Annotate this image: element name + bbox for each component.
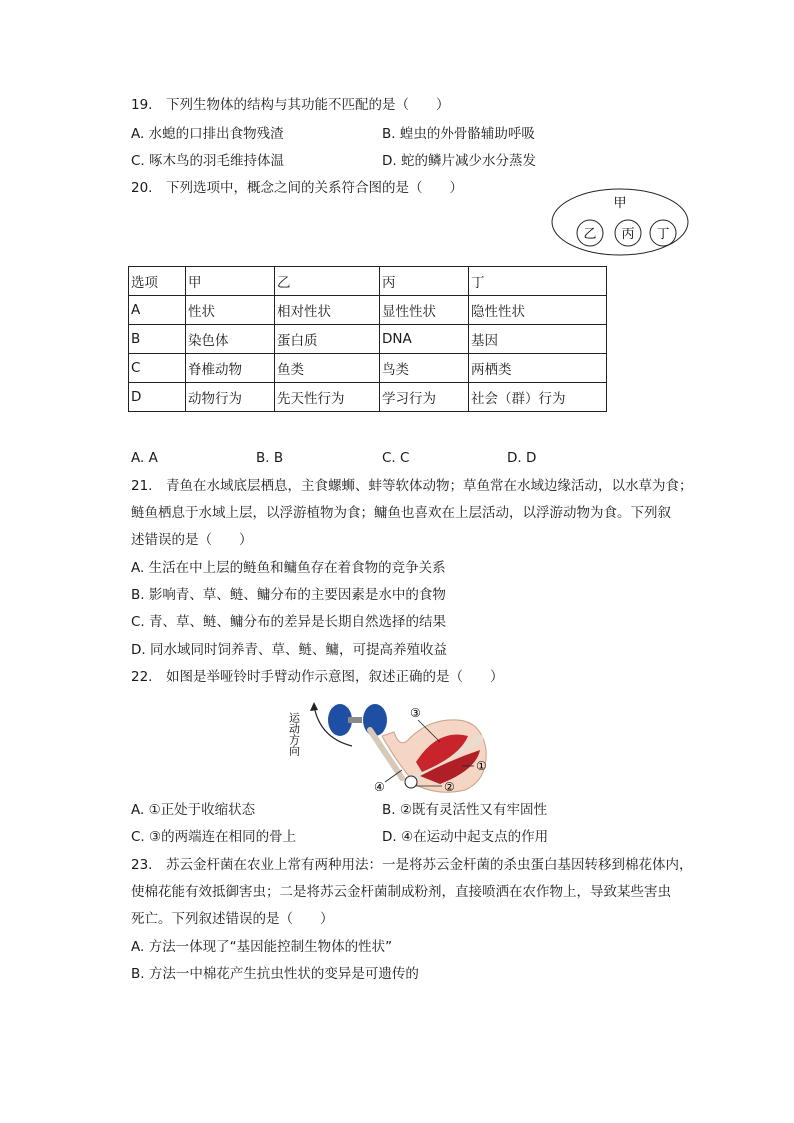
table-cell: 鱼类 [275,354,380,383]
q23-stem-line-1: 23. 苏云金杆菌在农业上常有两种用法：一是将苏云金杆菌的杀虫蛋白基因转移到棉花体内， [131,857,693,873]
q22-option-c: C. ③的两端连在相同的骨上 [131,829,297,845]
q20-option-d: D. D [507,450,537,466]
marker-2: ② [444,780,455,794]
venn-label-ding: 丁 [656,227,670,242]
table-cell: 基因 [469,325,607,354]
table-cell: 两栖类 [469,354,607,383]
q19-option-a: A. 水螅的口排出食物残渣 [131,126,284,142]
venn-label-yi: 乙 [583,227,597,242]
marker-3: ③ [410,706,421,720]
table-cell: 鸟类 [380,354,469,383]
table-cell: 社会（群）行为 [469,383,607,412]
q20-option-b: B. B [256,450,284,466]
table-cell: 显性性状 [380,296,469,325]
q20-stem: 20. 下列选项中，概念之间的关系符合图的是（ ） [131,180,463,196]
table-cell: 性状 [186,296,275,325]
motion-arrow-head [310,702,318,711]
q22-stem: 22. 如图是举哑铃时手臂动作示意图，叙述正确的是（ ） [131,669,504,685]
marker-1: ① [476,759,487,773]
table-header-cell: 选项 [129,267,186,296]
venn-outer-label: 甲 [613,196,627,211]
table-row [129,383,607,412]
venn-label-bing: 丙 [621,227,635,242]
arm-dumbbell-figure [287,698,500,798]
table-cell: B [129,325,186,354]
q23-stem-line-3: 死亡。下列叙述错误的是（ ） [131,911,334,927]
q22-option-a: A. ①正处于收缩状态 [131,802,256,818]
table-row [129,296,607,325]
q23-stem-line-2: 使棉花能有效抵御害虫；二是将苏云金杆菌制成粉剂，直接喷洒在农作物上，导致某些害虫 [131,884,671,900]
table-cell: 相对性状 [275,296,380,325]
q23-option-a: A. 方法一体现了“基因能控制生物体的性状” [131,939,393,955]
q23-option-b: B. 方法一中棉花产生抗虫性状的变异是可遗传的 [131,966,419,982]
dumbbell-weight-right [363,704,387,736]
table-row [129,325,607,354]
q19-option-d: D. 蛇的鳞片减少水分蒸发 [382,153,536,169]
elbow-joint [405,776,417,788]
q19-stem: 19. 下列生物体的结构与其功能不匹配的是（ ） [131,97,450,113]
table-row [129,354,607,383]
motion-direction-label: 运动方向 [287,712,301,756]
venn-diagram [550,187,690,257]
q22-option-d: D. ④在运动中起支点的作用 [382,829,549,845]
q21-option-c: C. 青、草、鲢、鳙分布的差异是长期自然选择的结果 [131,614,447,630]
q21-option-d: D. 同水域同时饲养青、草、鲢、鳙，可提高养殖收益 [131,642,447,658]
dumbbell-bar [348,717,362,723]
table-cell: D [129,383,186,412]
table-header-cell: 乙 [275,267,380,296]
q21-stem-line-2: 鲢鱼栖息于水域上层，以浮游植物为食；鳙鱼也喜欢在上层活动，以浮游动物为食。下列叙 [131,505,671,521]
q21-stem-line-3: 述错误的是（ ） [131,532,253,548]
q22-option-b: B. ②既有灵活性又有牢固性 [382,802,547,818]
table-cell: 隐性性状 [469,296,607,325]
table-cell: 学习行为 [380,383,469,412]
table-cell: DNA [380,325,469,354]
table-cell: 动物行为 [186,383,275,412]
table-cell: 染色体 [186,325,275,354]
q19-option-c: C. 啄木鸟的羽毛维持体温 [131,153,285,169]
table-header-cell: 甲 [186,267,275,296]
table-header-cell: 丁 [469,267,607,296]
q20-option-c: C. C [382,450,410,466]
q21-option-a: A. 生活在中上层的鲢鱼和鳙鱼存在着食物的竞争关系 [131,560,446,576]
q21-stem-line-1: 21. 青鱼在水域底层栖息，主食螺蛳、蚌等软体动物；草鱼常在水域边缘活动，以水草为食； [131,478,693,494]
q20-option-a: A. A [131,450,158,466]
q21-option-b: B. 影响青、草、鲢、鳙分布的主要因素是水中的食物 [131,587,446,603]
table-header-cell: 丙 [380,267,469,296]
concept-table [128,266,607,412]
table-header-row [129,267,607,296]
table-cell: 先天性行为 [275,383,380,412]
table-cell: C [129,354,186,383]
marker-4: ④ [374,780,385,794]
table-cell: A [129,296,186,325]
table-cell: 蛋白质 [275,325,380,354]
table-cell: 脊椎动物 [186,354,275,383]
q19-option-b: B. 蝗虫的外骨骼辅助呼吸 [382,126,535,142]
